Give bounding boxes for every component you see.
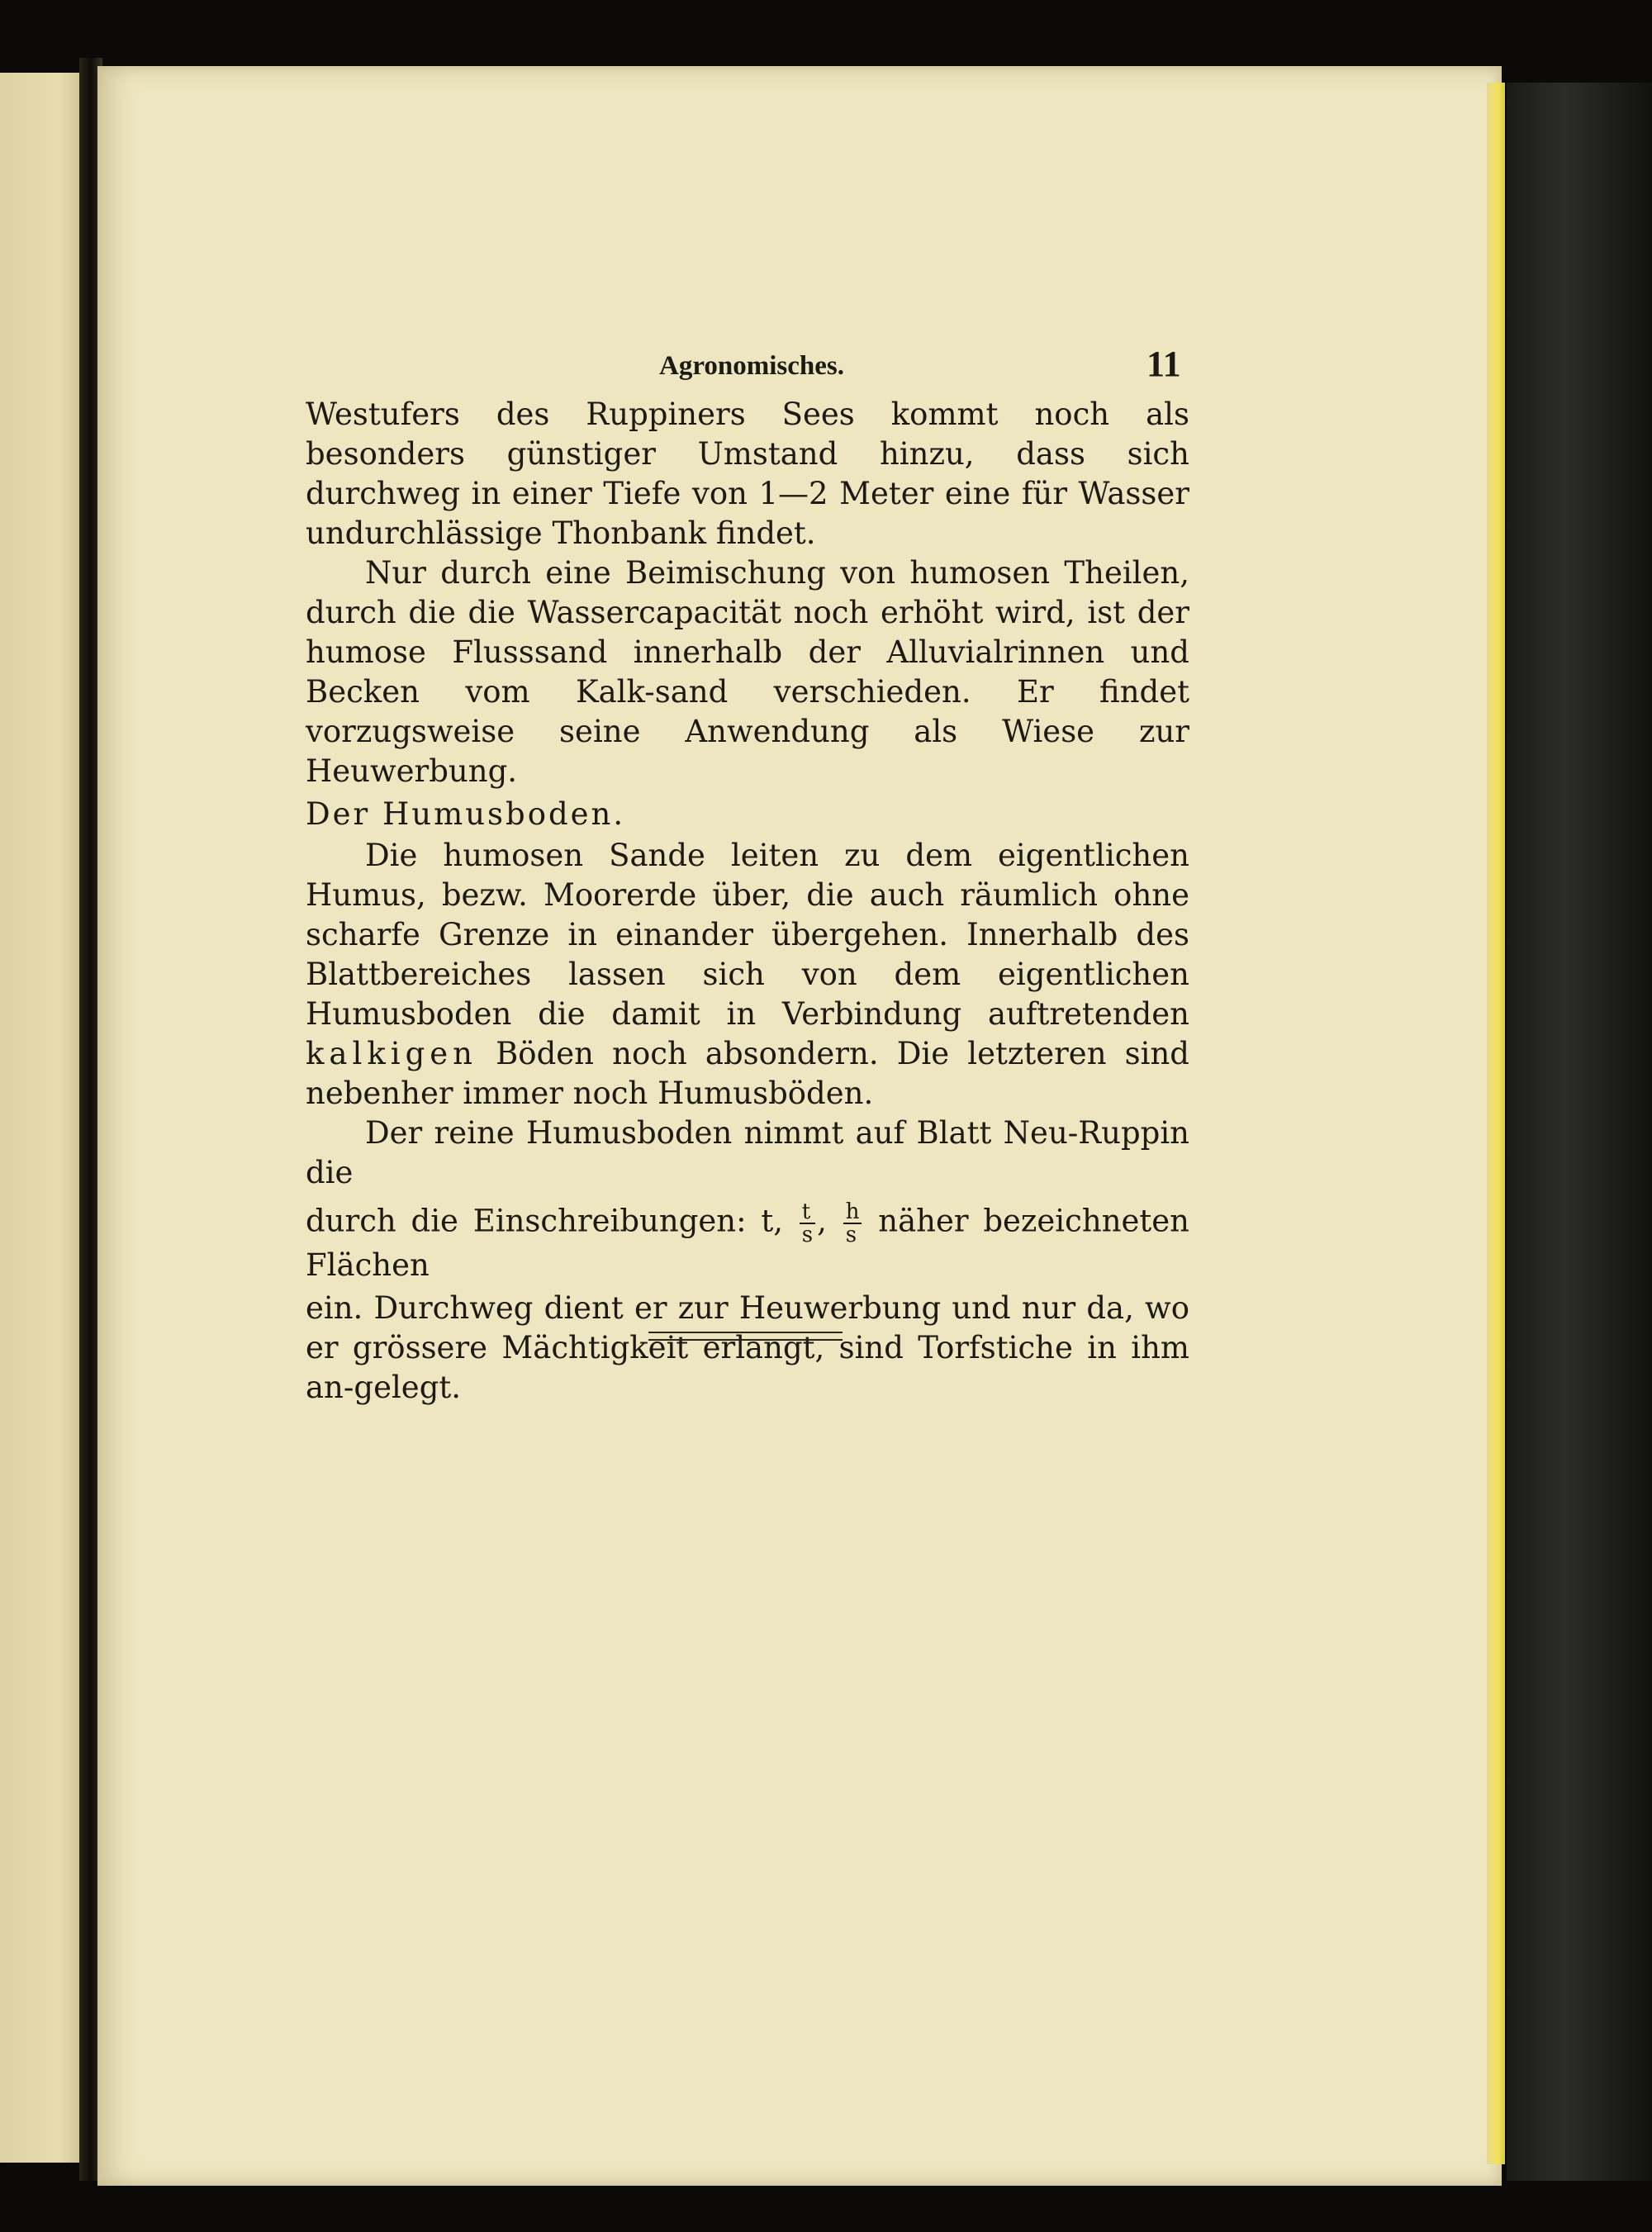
fraction-2-numerator: h — [843, 1201, 862, 1224]
section-end-rule — [648, 1332, 843, 1341]
fraction-separator: , — [817, 1203, 827, 1239]
emphasized-word: kalkigen — [306, 1036, 477, 1071]
fraction-t-over-s — [800, 1201, 815, 1246]
paragraph-2: Nur durch eine Beimischung von humosen Theilen, durch die die Wassercapacität noch erhöht wird, ist der humose Flusssand innerhalb der Alluvialrinnen und Becken vom Kalk-sand verschieden. Er findet vorzugsweise seine Anwendung als Wiese zur Heuwerbung. — [306, 555, 1189, 789]
page-edges — [1487, 83, 1505, 2164]
paragraph-4-rest: ein. Durchweg dient er zur Heuwerbung und nur da, wo er grössere Mächtigkeit erlangt, sind Torfstiche in ihm an-gelegt. — [306, 1290, 1189, 1405]
formula-lead-text: durch die Einschreibungen: t, — [306, 1203, 783, 1239]
left-page-edge — [0, 73, 83, 2163]
paragraph-3 — [306, 836, 1189, 1114]
page-number: 11 — [1146, 344, 1181, 384]
fraction-h-over-s — [843, 1201, 862, 1246]
book-cover — [1507, 83, 1652, 2181]
paragraph-1: Westufers des Ruppiners Sees kommt noch als besonders günstiger Umstand hinzu, dass sich durchweg in einer Tiefe von 1—2 Meter eine für Wasser undurchlässige Thonbank findet. — [306, 397, 1189, 551]
formula-line — [306, 1201, 1189, 1285]
running-title: Agronomisches. — [659, 351, 844, 381]
fraction-2-denominator: s — [845, 1223, 857, 1247]
running-head — [578, 343, 1206, 392]
formula-trail-text: näher bezeichneten Flächen — [306, 1203, 1190, 1283]
body-text — [306, 395, 1189, 1408]
paragraph-4-line-1: Der reine Humusboden nimmt auf Blatt Neu-Ruppin die — [306, 1115, 1189, 1190]
fraction-1-denominator: s — [801, 1223, 814, 1247]
paragraph-3-text-a: Die humosen Sande leiten zu dem eigentlichen Humus, bezw. Moorerde über, die auch räumlich ohne scharfe Grenze in einander übergehen. Innerhalb des Blattbereiches lassen sich von dem eigentlichen Humusboden die damit in Verbindung auftretenden — [306, 838, 1189, 1032]
fraction-1-numerator: t — [800, 1201, 815, 1224]
section-heading: Der Humusboden. — [306, 796, 626, 832]
paragraph-3-text-b: Böden noch absondern. Die letzteren sind nebenher immer noch Humusböden. — [306, 1036, 1189, 1111]
